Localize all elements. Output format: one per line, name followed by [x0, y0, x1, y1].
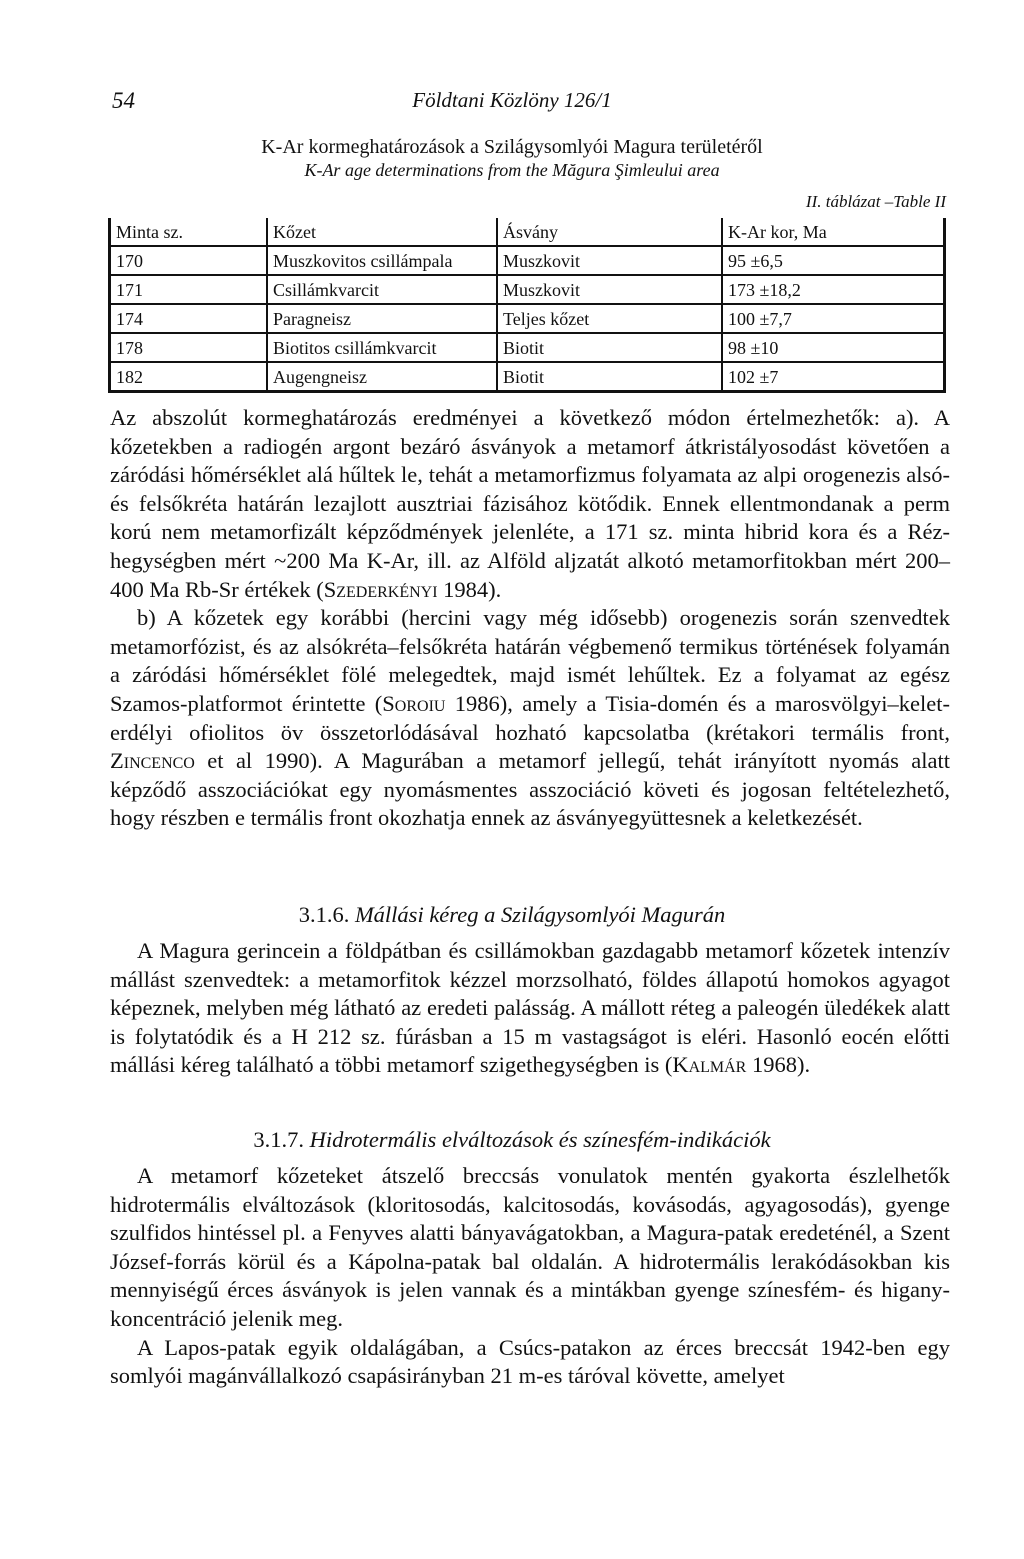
interpretation-text	[110, 404, 950, 833]
section-number: 3.1.7.	[253, 1127, 305, 1152]
paragraph	[110, 937, 950, 1080]
citation-author: Kalmár	[672, 1052, 747, 1078]
journal-title: Földtani Közlöny 126/1	[412, 88, 612, 112]
cell-age: 98 ±10	[722, 333, 945, 362]
page-number: 54	[112, 88, 135, 113]
column-header-rock: Kőzet	[267, 218, 497, 246]
paragraph: A metamorf kőzeteket átszelő breccsás vonulatok mentén gyakorta észlelhetők hidrotermális elváltozások (kloritosodás, kalcitosodás, kovásodás, agyagosodás), gyenge szulfidos hintéssel pl. a Fenyves alatti bányavágatokban, a Magura-patak eredeténél, a Szent József-forrás körül és a Kápolna-patak bal oldalán. A hidrotermális lerakódásokban kis mennyiségű érces ásványok is jelen vannak és a mintákban gyenge színesfém- és higany-koncentráció jelenik meg.	[110, 1163, 950, 1331]
cell-age: 95 ±6,5	[722, 246, 945, 275]
paragraph: A Lapos-patak egyik oldalágában, a Csúcs-patakon az érces breccsát 1942-ben egy somlyói magánvállalkozó csapásirányban 21 m-es táróval követte, amelyet	[110, 1334, 950, 1389]
cell-age: 173 ±18,2	[722, 275, 945, 304]
paragraph-text: et al 1990). A Magurában a metamorf jellegű, tehát irányított nyomás alatt képződő asszociációkat egy nyomásmentes asszociáció követi és jogosan feltételezhető, hogy részben e termális front okozhatja ennek az ásványegyüttesnek a keletkezését.	[110, 748, 950, 831]
table-row	[110, 246, 945, 275]
cell-sample: 178	[110, 333, 268, 362]
citation-author: Zincenco	[110, 748, 195, 774]
table-caption-hungarian: K-Ar kormeghatározások a Szilágysomlyói Magura területéről	[261, 136, 763, 158]
section-title: Mállási kéreg a Szilágysomlyói Magurán	[354, 902, 726, 927]
cell-rock: Paragneisz	[267, 304, 497, 333]
paragraph	[110, 604, 950, 833]
section-heading	[0, 902, 1024, 928]
paragraph-text: Az abszolút kormeghatározás eredményei a következő módon értelmezhetők: a). A kőzetekben a radiogén argont bezáró ásványok a metamorf átkristályosodást követően a záródási hőmérséklet alá hűltek le, tehát a metamorfizmus folyamata az alpi orogenezis alsó- és felsőkréta határán lezajlott ausztriai fázisához kötődik. Ennek ellentmondanak a perm korú nem metamorfizált képződmények jelenléte, a 171 sz. minta hibrid kora és a Réz-hegységben mért ~200 Ma K-Ar, ill. az Alföld aljzatát alkotó metamorfitokban mért 200–400 Ma Rb-Sr értékek (	[110, 405, 950, 602]
cell-rock: Biotitos csillámkvarcit	[267, 333, 497, 362]
table-label: II. táblázat –Table II	[805, 192, 946, 211]
paragraph	[110, 404, 950, 604]
paragraph-text: 1968).	[746, 1052, 811, 1078]
cell-rock: Csillámkvarcit	[267, 275, 497, 304]
cell-mineral: Biotit	[497, 362, 722, 392]
table-row	[110, 304, 945, 333]
cell-sample: 182	[110, 362, 268, 392]
section-heading	[0, 1127, 1024, 1153]
section-body	[110, 1162, 950, 1391]
column-header-sample: Minta sz.	[110, 218, 268, 246]
cell-sample: 170	[110, 246, 268, 275]
citation-author: Szederkényi	[323, 576, 438, 602]
paragraph-text: b) A kőzetek egy korábbi (hercini vagy még idősebb) orogenezis során szenvedtek metamorfózist, és az alsókréta–felsőkréta határán végbemenő termikus történések folyamán a záródási hőmérséklet fölé melegedtek, majd ismét lehűltek. Ez a folyamat az egész Szamos-platformot érintette (	[110, 605, 950, 716]
section-number: 3.1.6.	[298, 902, 350, 927]
table-caption-english: K-Ar age determinations from the Măgura Şimleului area	[304, 160, 720, 180]
cell-mineral: Biotit	[497, 333, 722, 362]
cell-mineral: Teljes kőzet	[497, 304, 722, 333]
cell-age: 100 ±7,7	[722, 304, 945, 333]
paragraph-text: 1986), amely a Tisia-domén és a marosvölgyi–kelet-erdélyi ofiolitos öv összetorlódásával hozható kapcsolatba (krétakori termális front,	[110, 690, 950, 745]
paragraph-text: A Magura gerincein a földpátban és csillámokban gazdagabb metamorf kőzetek intenzív mállást szenvedtek: a metamorfitok kézzel morzsolható, földes állapotú homokos agyagot képeznek, melyben még látható az eredeti palásság. A mállott réteg a paleogén üledékek alatt is folytatódik és a H 212 sz. fúrásban a 15 m vastagságot is eléri. Hasonló eocén előtti mállási kéreg található a többi metamorf szigethegységben is (	[110, 938, 950, 1078]
table-row	[110, 362, 945, 392]
cell-mineral: Muszkovit	[497, 246, 722, 275]
column-header-mineral: Ásvány	[497, 218, 722, 246]
k-ar-age-table	[108, 218, 946, 393]
cell-mineral: Muszkovit	[497, 275, 722, 304]
cell-sample: 174	[110, 304, 268, 333]
cell-rock: Augengneisz	[267, 362, 497, 392]
paragraph-text: 1984).	[437, 576, 502, 602]
table-row	[110, 275, 945, 304]
table-header-row	[110, 218, 945, 246]
section-title: Hidrotermális elváltozások és színesfém-indikációk	[309, 1127, 771, 1152]
column-header-age: K-Ar kor, Ma	[722, 218, 945, 246]
cell-rock: Muszkovitos csillámpala	[267, 246, 497, 275]
cell-age: 102 ±7	[722, 362, 945, 392]
section-body	[110, 937, 950, 1080]
cell-sample: 171	[110, 275, 268, 304]
citation-author: Soroiu	[382, 690, 446, 716]
table-row	[110, 333, 945, 362]
